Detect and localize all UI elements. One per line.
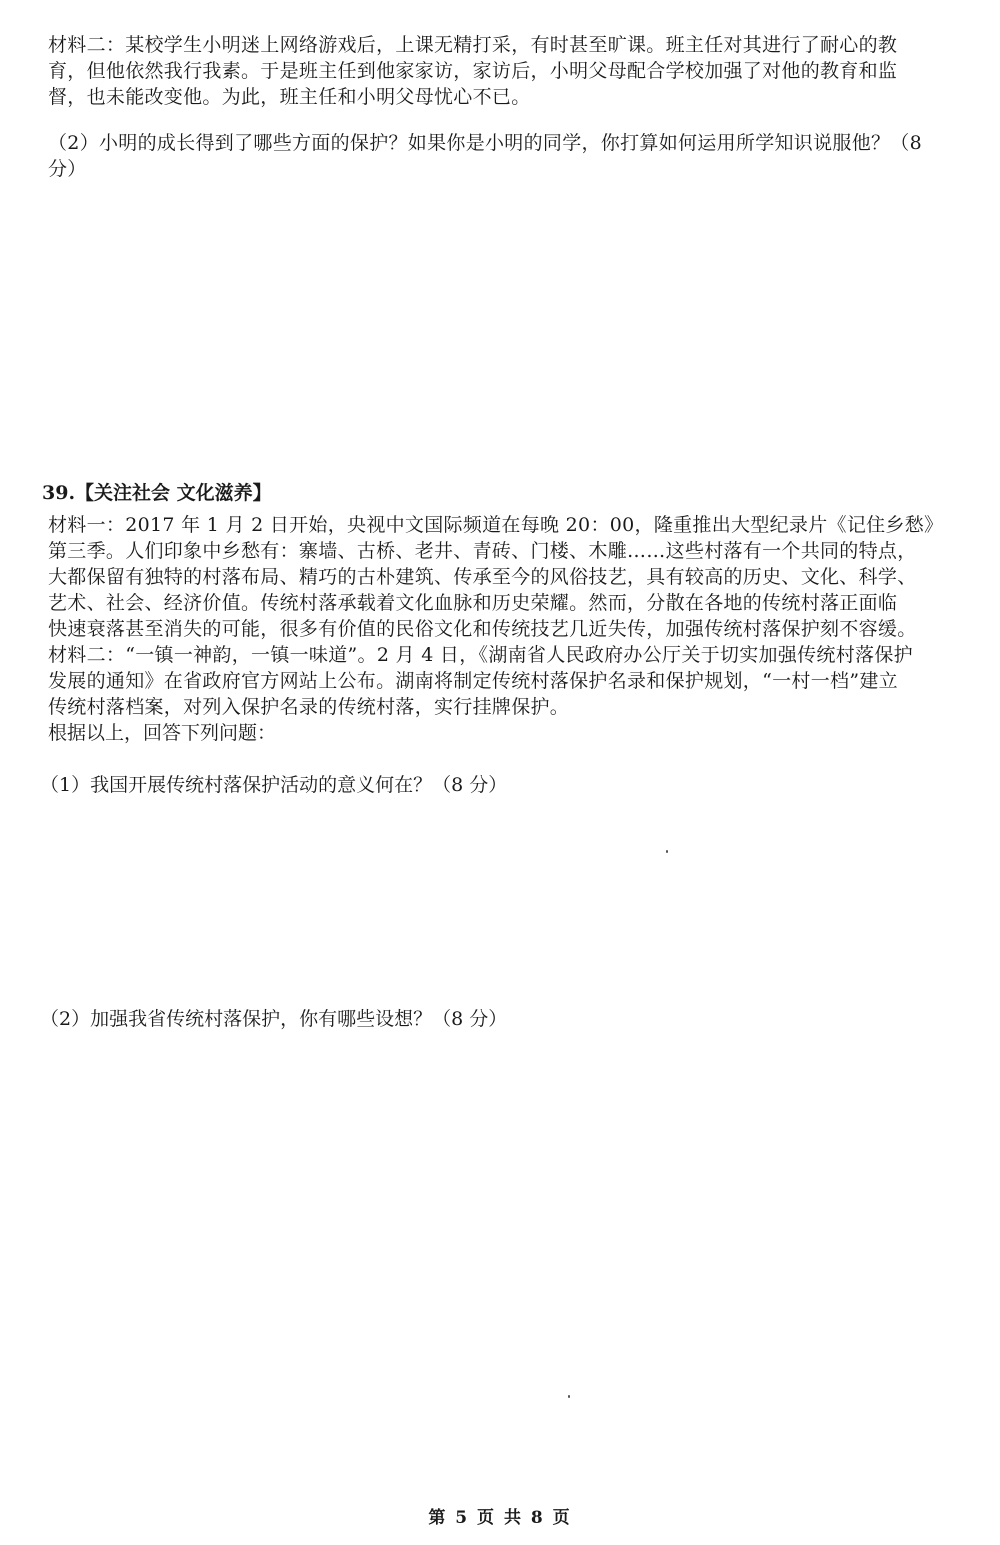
- text-line: 分）: [48, 158, 87, 180]
- q39-subquestion-1: （1）我国开展传统村落保护活动的意义何在？（8 分）: [40, 774, 508, 796]
- text-line: 材料二：“一镇一神韵，一镇一味道”。2 月 4 日，《湖南省人民政府办公厅关于切实加强传统村落保护: [48, 644, 913, 666]
- text-line: 第三季。人们印象中乡愁有：寨墙、古桥、老井、青砖、门楼、木雕……这些村落有一个共同的特点，: [48, 540, 917, 562]
- q39-sub1-answer-space[interactable]: [48, 810, 948, 1000]
- text-line: 材料二：某校学生小明迷上网络游戏后，上课无精打采，有时甚至旷课。班主任对其进行了耐心的教: [48, 34, 898, 56]
- q39-subquestion-2: （2）加强我省传统村落保护，你有哪些设想？（8 分）: [40, 1008, 508, 1030]
- q39-instruction: 根据以上，回答下列问题：: [48, 722, 277, 744]
- text-line: 艺术、社会、经济价值。传统村落承载着文化血脉和历史荣耀。然而，分散在各地的传统村落正面临: [48, 592, 898, 614]
- text-line: 督，也未能改变他。为此，班主任和小明父母忧心不已。: [48, 86, 531, 108]
- q39-sub2-answer-space[interactable]: [48, 1045, 948, 1485]
- q38-answer-space[interactable]: [48, 190, 948, 470]
- text-line: 材料一：2017 年 1 月 2 日开始，央视中文国际频道在每晚 20：00，隆重推出大型纪录片《记住乡愁》: [48, 514, 944, 536]
- text-line: 育，但他依然我行我素。于是班主任到他家家访，家访后，小明父母配合学校加强了对他的教育和监: [48, 60, 898, 82]
- scan-speck: [568, 1395, 570, 1398]
- q39-heading: 39.【关注社会 文化滋养】: [42, 482, 272, 504]
- q38-subquestion-2: [48, 130, 973, 182]
- text-line: 发展的通知》在省政府官方网站上公布。湖南将制定传统村落保护名录和保护规划，“一村一档”建立: [48, 670, 898, 692]
- page-number-footer: 第 5 页 共 8 页: [428, 1508, 572, 1528]
- text-line: 传统村落档案，对列入保护名录的传统村落，实行挂牌保护。: [48, 696, 570, 718]
- text-line: （2）小明的成长得到了哪些方面的保护？如果你是小明的同学，你打算如何运用所学知识说服他？（8: [48, 132, 922, 154]
- scan-speck: [666, 850, 668, 853]
- text-line: 大都保留有独特的村落布局、精巧的古朴建筑、传承至今的风俗技艺，具有较高的历史、文化、科学、: [48, 566, 917, 588]
- q39-material-2: [48, 642, 973, 720]
- q39-material-1: [48, 512, 973, 642]
- text-line: 快速衰落甚至消失的可能，很多有价值的民俗文化和传统技艺几近失传，加强传统村落保护刻不容缓。: [48, 618, 917, 640]
- q38-material-2: [48, 32, 973, 110]
